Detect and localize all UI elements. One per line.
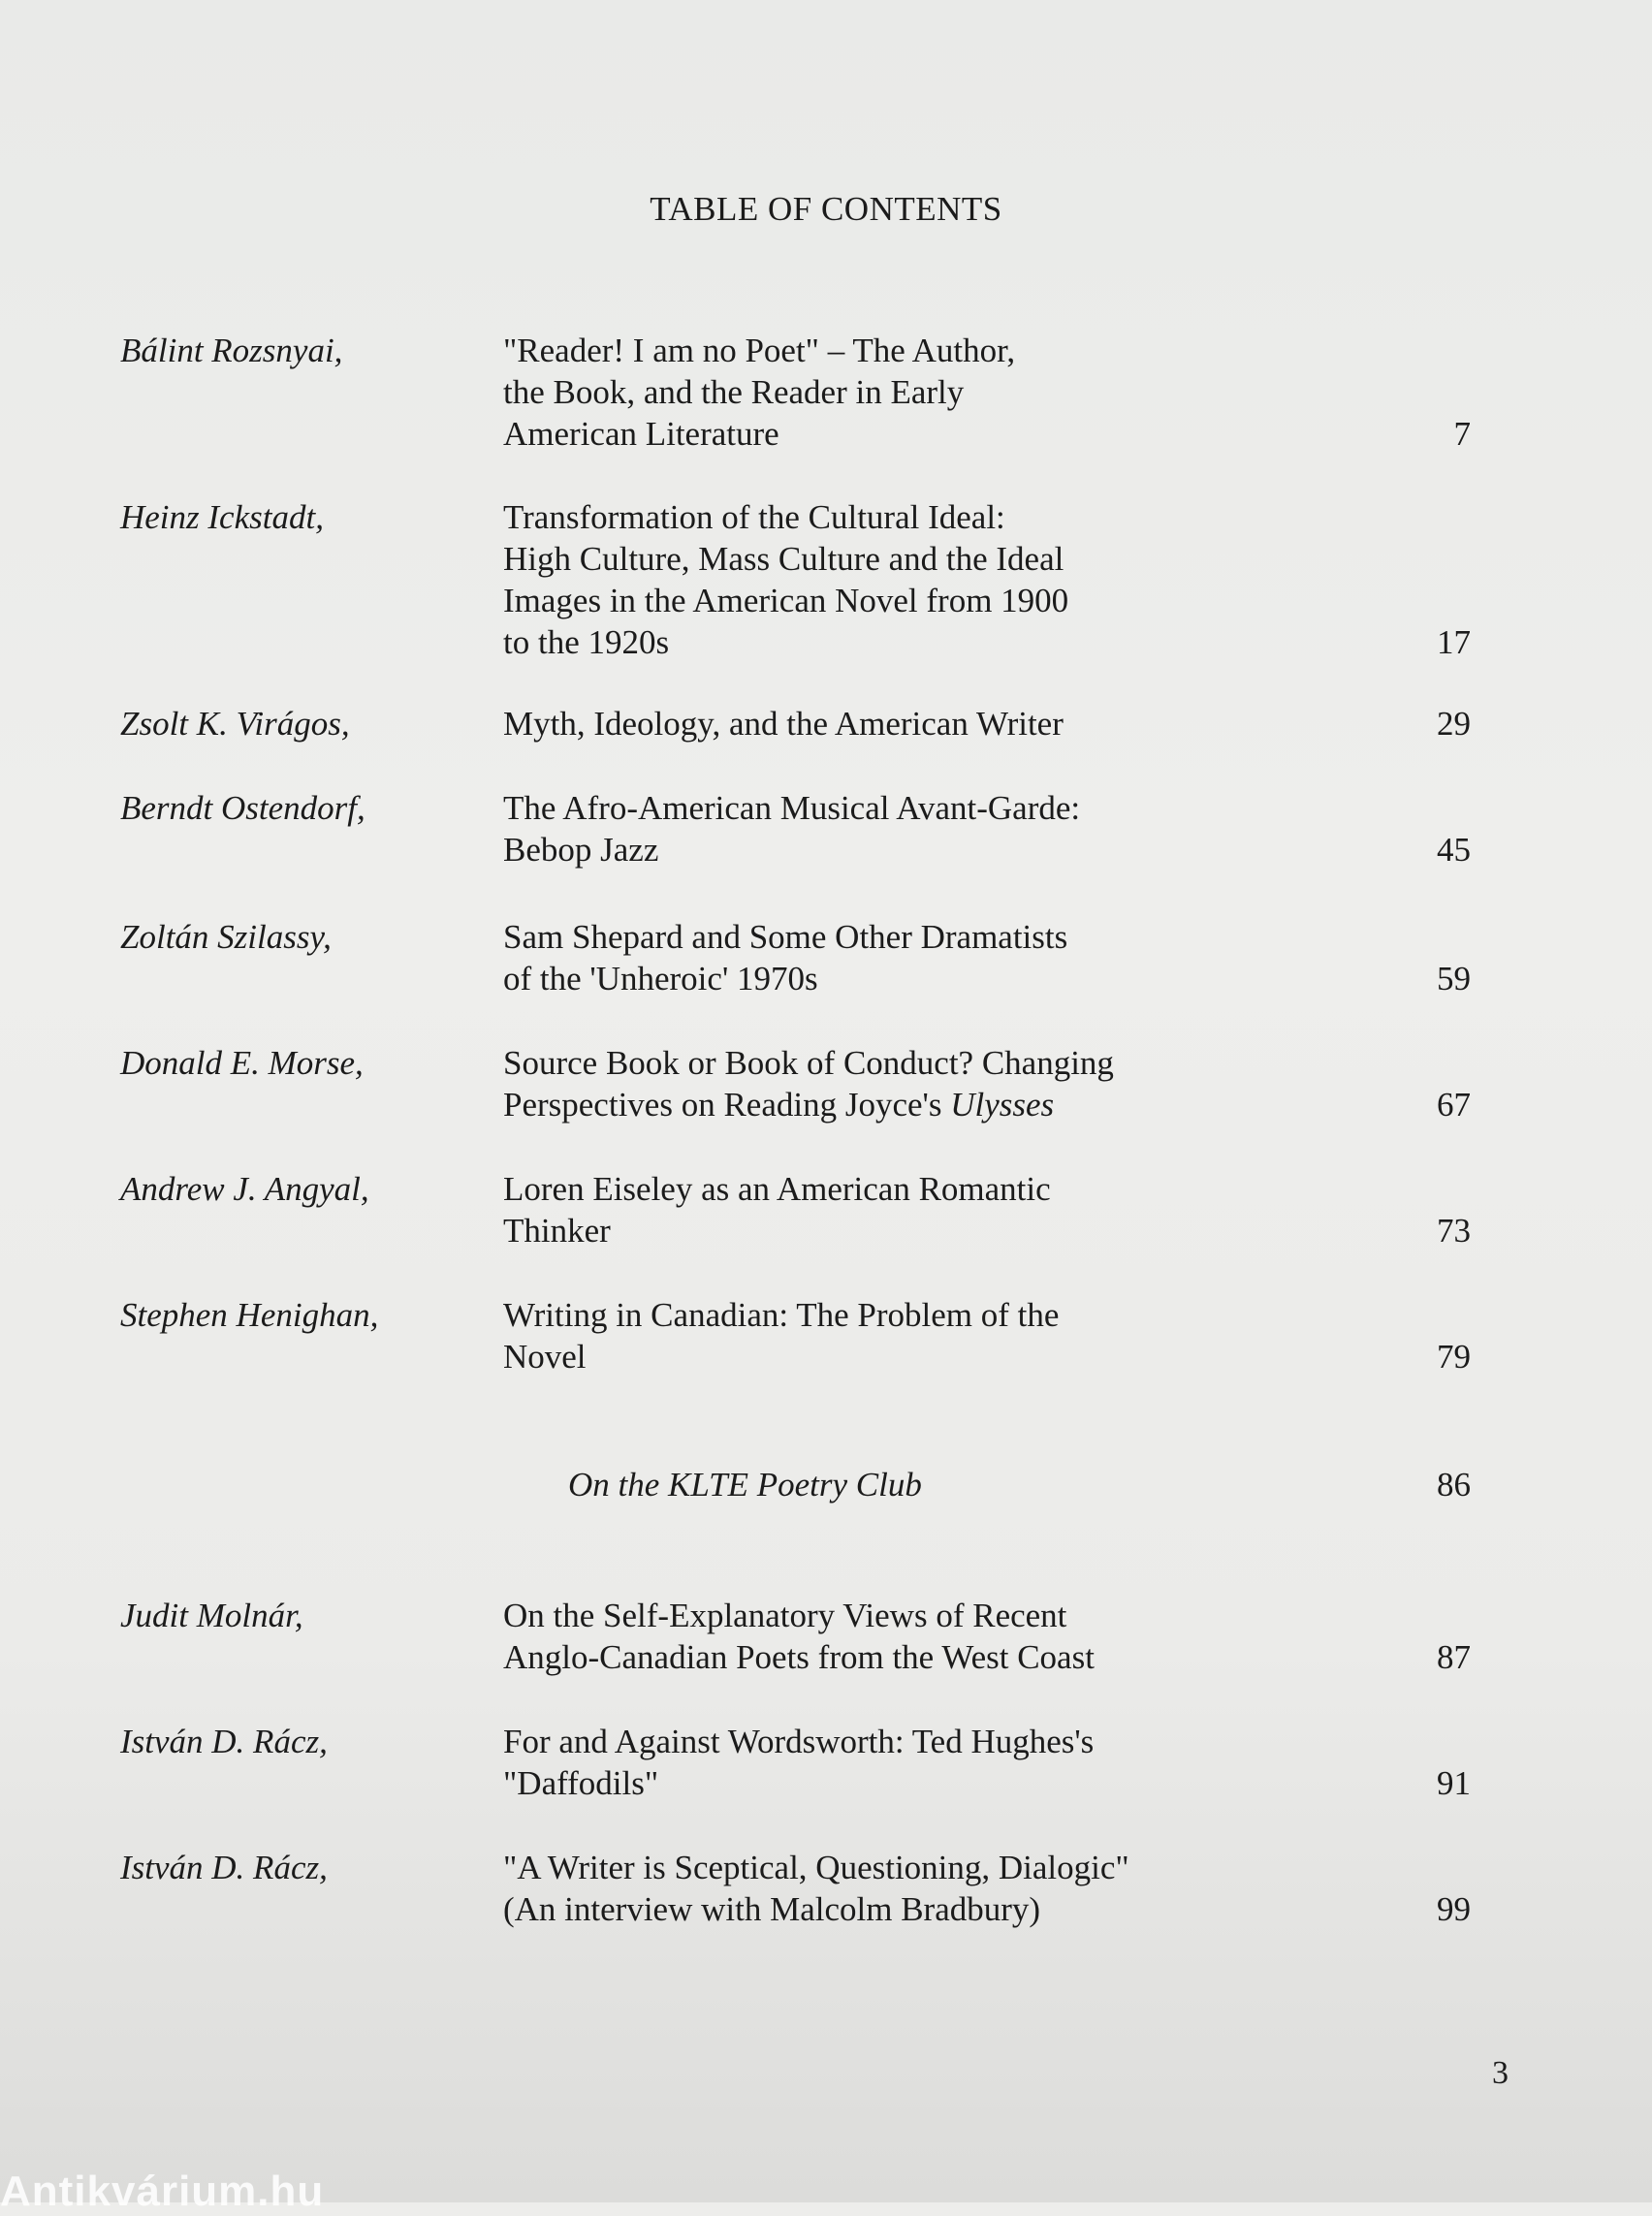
toc-entry-title-line: Perspectives on Reading Joyce's Ulysses xyxy=(503,1086,1055,1124)
toc-entry-title xyxy=(503,916,1240,999)
toc-entry-page-number: 99 xyxy=(1437,1890,1471,1928)
toc-entry-page-number: 29 xyxy=(1437,705,1471,743)
toc-entry-author: Zoltán Szilassy, xyxy=(120,918,332,956)
toc-entry-page-number: 59 xyxy=(1437,960,1471,997)
toc-entry-title xyxy=(503,787,1240,871)
toc-entry-title-line: Thinker xyxy=(503,1212,611,1250)
toc-entry-title-line: For and Against Wordsworth: Ted Hughes's xyxy=(503,1723,1095,1760)
toc-entry-author: Heinz Ickstadt, xyxy=(120,498,324,536)
toc-entry-author: Berndt Ostendorf, xyxy=(120,789,365,827)
toc-entry-title xyxy=(503,703,1240,744)
toc-entry-title-line: Source Book or Book of Conduct? Changing xyxy=(503,1044,1114,1082)
toc-entry-title-line: Images in the American Novel from 1900 xyxy=(503,582,1069,619)
page-title: TABLE OF CONTENTS xyxy=(650,190,1002,228)
toc-entry-title-line: (An interview with Malcolm Bradbury) xyxy=(503,1890,1041,1928)
watermark-logo: Antikvárium.hu xyxy=(0,2168,325,2215)
toc-entry-title-line: On the Self-Explanatory Views of Recent xyxy=(503,1597,1067,1634)
toc-entry-title-line: The Afro-American Musical Avant-Garde: xyxy=(503,789,1081,827)
section-page-number: 86 xyxy=(1437,1466,1471,1504)
toc-entry-title-line: Sam Shepard and Some Other Dramatists xyxy=(503,918,1068,956)
toc-entry-page-number: 87 xyxy=(1437,1638,1471,1676)
toc-entry-title-line: "Daffodils" xyxy=(503,1764,659,1802)
toc-entry-title-line: "A Writer is Sceptical, Questioning, Dialogic" xyxy=(503,1849,1129,1886)
page-number: 3 xyxy=(1492,2055,1509,2091)
toc-entry-author: István D. Rácz, xyxy=(120,1849,328,1886)
toc-entry-author: Stephen Henighan, xyxy=(120,1296,379,1334)
toc-entry-page-number: 7 xyxy=(1453,415,1471,453)
toc-entry-title xyxy=(503,1847,1240,1930)
toc-entry-title xyxy=(503,1168,1240,1251)
toc-entry-author: Judit Molnár, xyxy=(120,1597,303,1634)
toc-entry-page-number: 17 xyxy=(1437,623,1471,661)
toc-entry-title-line: American Literature xyxy=(503,415,779,453)
toc-entry-page-number: 67 xyxy=(1437,1086,1471,1124)
toc-entry-title xyxy=(503,496,1240,663)
toc-entry-title-line: Myth, Ideology, and the American Writer xyxy=(503,705,1064,743)
toc-entry-title-line: to the 1920s xyxy=(503,623,670,661)
toc-entry-title-line: Loren Eiseley as an American Romantic xyxy=(503,1170,1051,1208)
toc-entry-title-line: Bebop Jazz xyxy=(503,831,659,869)
toc-entry-title-line: Novel xyxy=(503,1338,587,1376)
toc-entry-author: Donald E. Morse, xyxy=(120,1044,364,1082)
toc-entry-title xyxy=(503,1042,1240,1125)
toc-entry-title xyxy=(503,1595,1240,1678)
toc-entry-title xyxy=(503,330,1240,455)
toc-entry-page-number: 91 xyxy=(1437,1764,1471,1802)
toc-entry-title-line: the Book, and the Reader in Early xyxy=(503,373,965,411)
toc-entry-title-italic: Ulysses xyxy=(950,1086,1055,1124)
toc-entry-author: István D. Rácz, xyxy=(120,1723,328,1760)
toc-entry-title-line: Writing in Canadian: The Problem of the xyxy=(503,1296,1060,1334)
toc-entry-page-number: 45 xyxy=(1437,831,1471,869)
toc-entry-title xyxy=(503,1721,1240,1804)
toc-entry-author: Bálint Rozsnyai, xyxy=(120,332,343,369)
section-title: On the KLTE Poetry Club xyxy=(568,1466,922,1504)
toc-entry-author: Zsolt K. Virágos, xyxy=(120,705,350,743)
toc-entry-author: Andrew J. Angyal, xyxy=(120,1170,369,1208)
toc-entry-title-line: Transformation of the Cultural Ideal: xyxy=(503,498,1005,536)
toc-entry-title-line: of the 'Unheroic' 1970s xyxy=(503,960,818,997)
toc-entry-title xyxy=(503,1294,1240,1377)
toc-entry-title-line: Anglo-Canadian Poets from the West Coast xyxy=(503,1638,1095,1676)
toc-entry-title-line: "Reader! I am no Poet" – The Author, xyxy=(503,332,1016,369)
toc-entry-title-line: High Culture, Mass Culture and the Ideal xyxy=(503,540,1064,578)
toc-entry-page-number: 73 xyxy=(1437,1212,1471,1250)
toc-entry-page-number: 79 xyxy=(1437,1338,1471,1376)
